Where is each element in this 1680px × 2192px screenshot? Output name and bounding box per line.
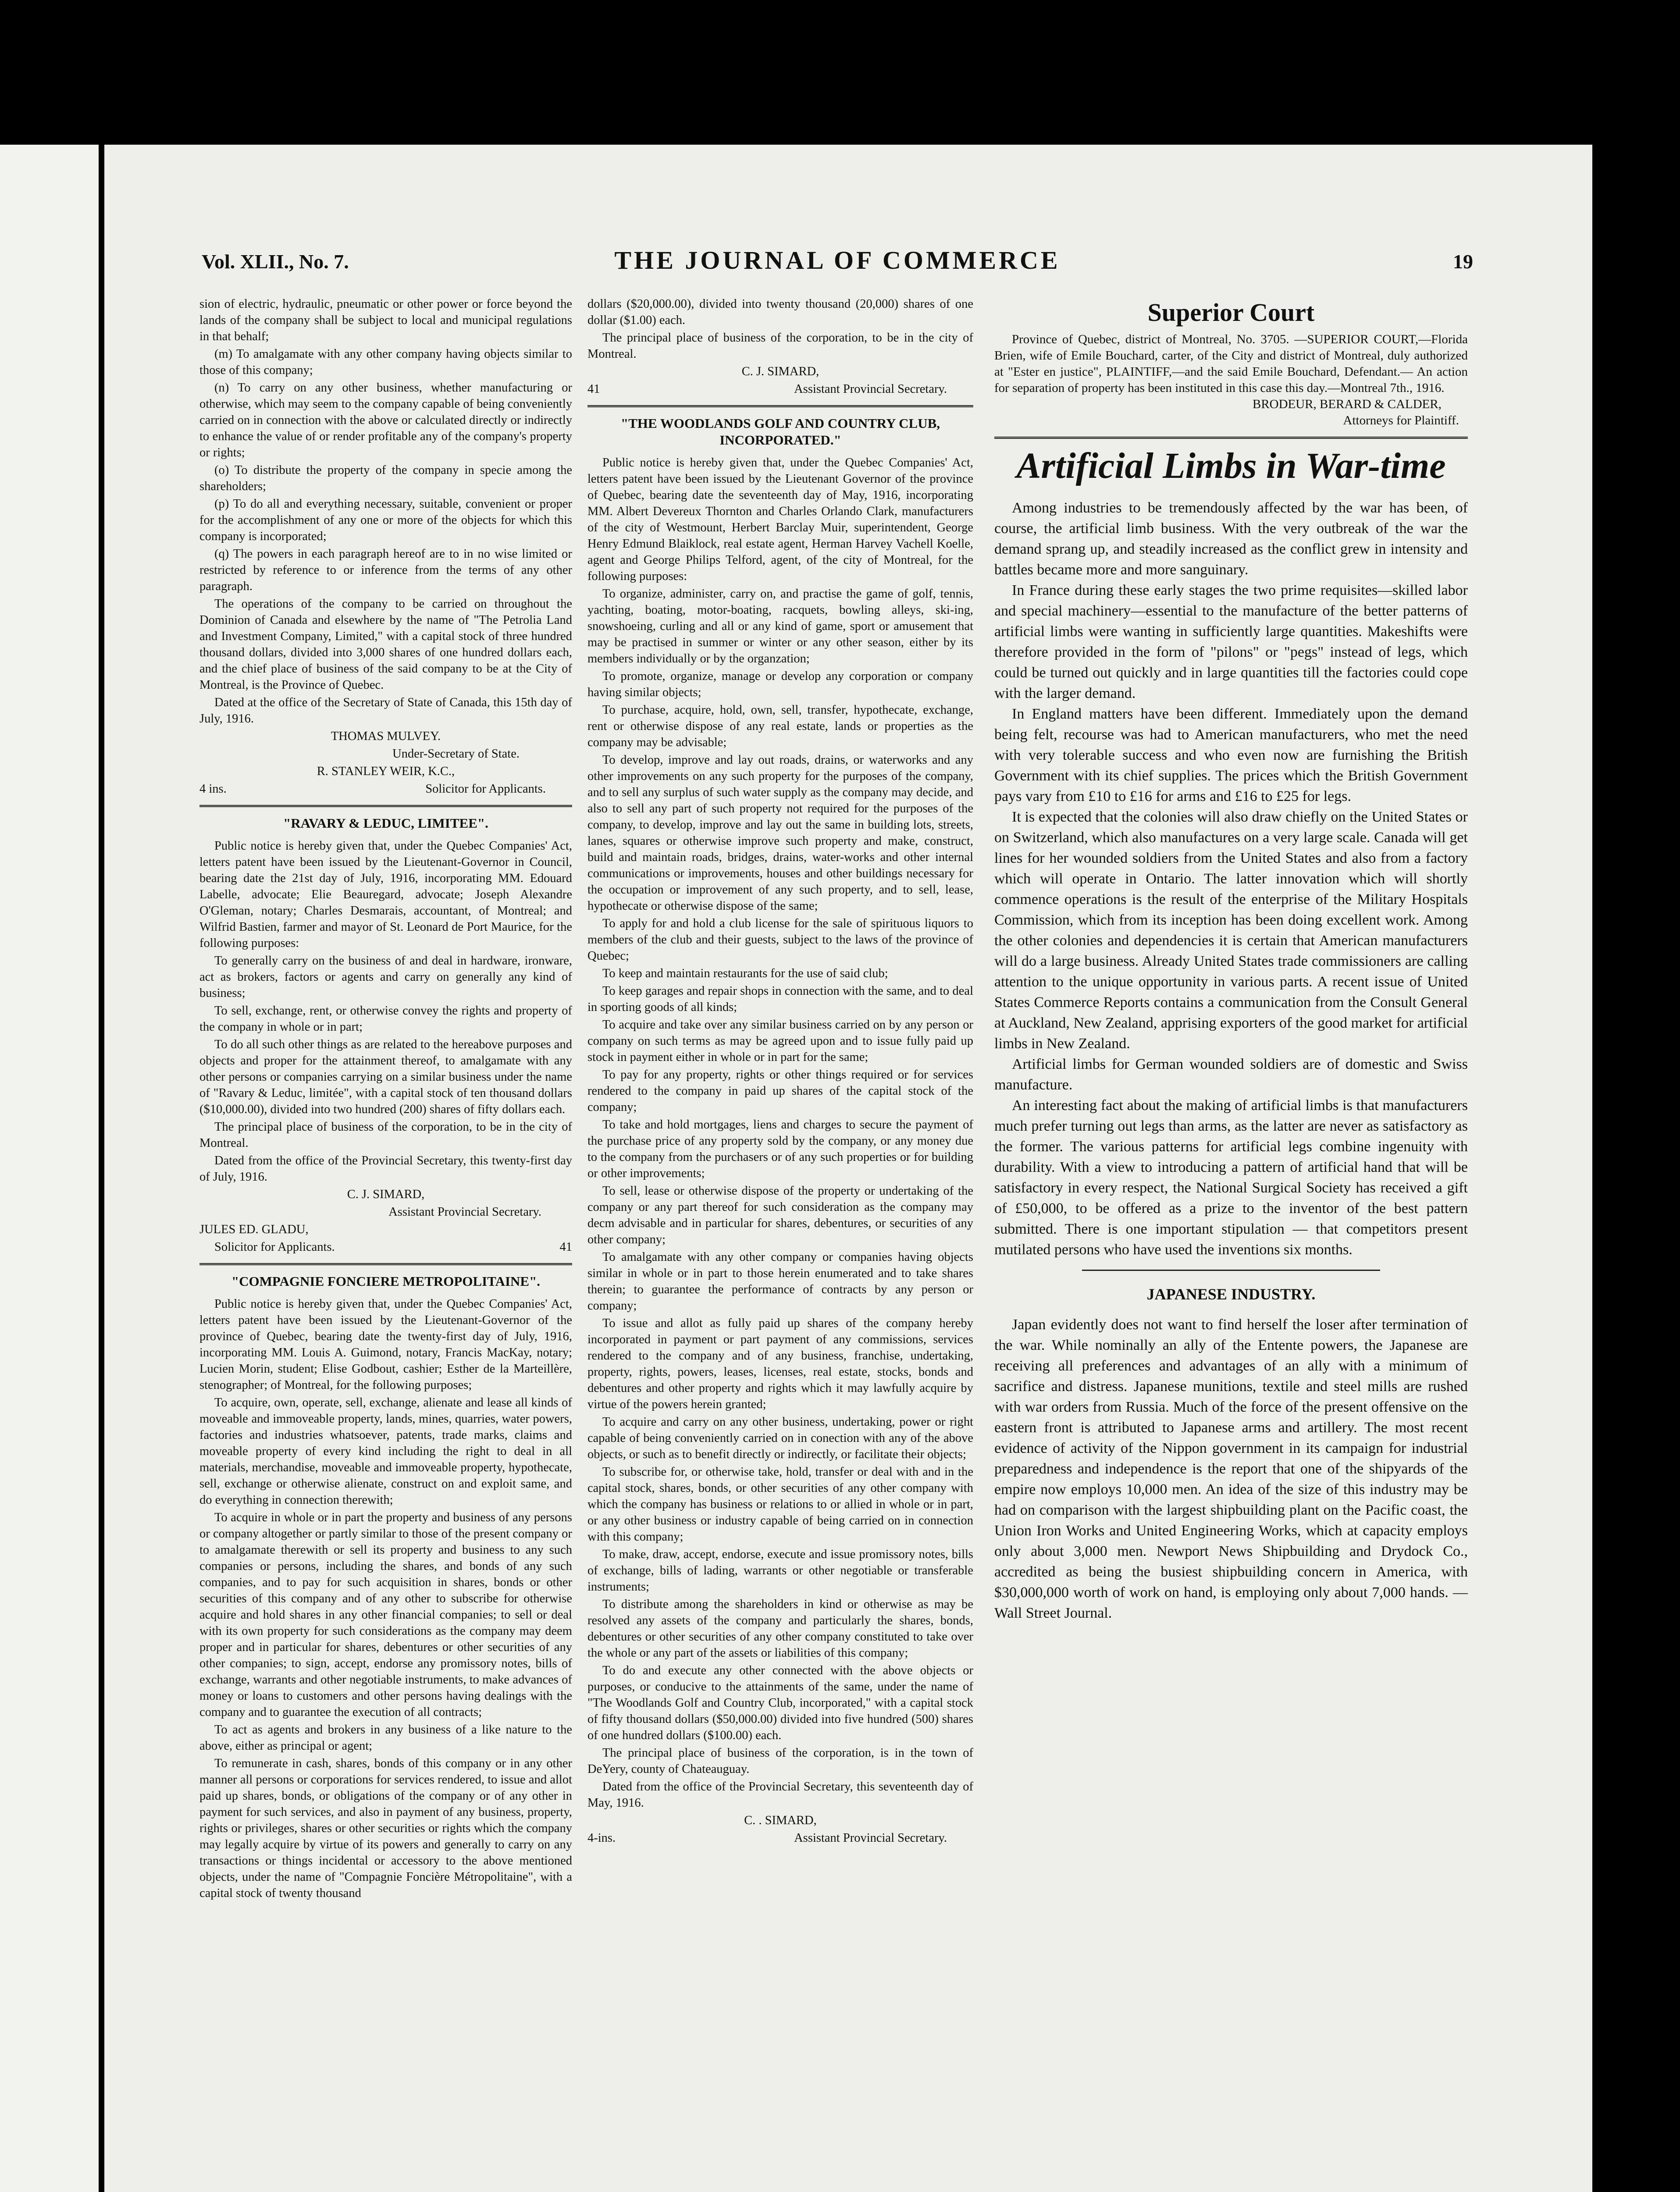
paragraph: To acquire and take over any similar business carried on by any person or company on such terms as may be agreed upon and to issue fully paid up stock in payment either in whole or in part for the same; (587, 1018, 973, 1064)
column-3 (994, 296, 1468, 1623)
paragraph: Public notice is hereby given that, under the Quebec Companies' Act, letters patent have been issued by the Lieutenant Governor of the province of Quebec, bearing date the seventeenth day of May, 1916, incorporating MM. Albert Devereux Thornton and Charles Orlando Clark, manufacturers of the city of Westmount, Herbert Barclay Muir, superintendent, George Henry Edmund Blaiklock, real estate agent, Herman Harvey Vachell Koelle, agent and George Philips Telford, agent, of the city of Montreal, for the following purposes: (587, 456, 973, 583)
paragraph: Among industries to be tremendously affected by the war has been, of course, the artificial limb business. With the very outbreak of the war the demand sprang up, and steadily increased as the conflict grew in intensity and battles became more and more sanguinary. (994, 500, 1468, 578)
paragraph: To organize, administer, carry on, and practise the game of golf, tennis, yachting, boating, motor-boating, racquets, bowling alleys, ski-ing, snowshoeing, curling and all or any kind of game, sport or amusement that may be practised in summer or winter or any other season, either by its members individually or by the organzation; (587, 587, 973, 665)
solicitor-name: JULES ED. GLADU, (199, 1223, 309, 1236)
paragraph: To issue and allot as fully paid up shares of the company hereby incorporated in payment or part payment of any commissions, services rendered to the company and of any business, franchise, undertaking, property, rights, powers, leases, licenses, real estate, stocks, bonds and debentures and other property and rights which it may lawfully acquire by virtue of the powers herein granted; (587, 1317, 973, 1411)
paragraph: To purchase, acquire, hold, own, sell, transfer, hypothecate, exchange, rent or otherwise dispose of any real estate, lands or properties as the company may be advisable; (587, 703, 973, 749)
signature: R. STANLEY WEIR, K.C., (317, 765, 455, 778)
notice-title: "RAVARY & LEDUC, LIMITEE". (283, 815, 488, 831)
signature-title: Assistant Provincial Secretary. (794, 1831, 947, 1845)
volume-label: Vol. XLII., No. 7. (202, 250, 349, 273)
paragraph: To subscribe for, or otherwise take, hold, transfer or deal with and in the capital stock, shares, bonds, or other securities of any other company with which the company has business or relations to or allied in whole or in part, or any other business or industry capable of being carried on in connection with this company; (587, 1465, 973, 1544)
insertion-count: 4-ins. (587, 1831, 616, 1845)
paragraph: Public notice is hereby given that, under the Quebec Companies' Act, letters patent have been issued by the Lieutenant-Governor of the province of Quebec, bearing date the twenty-first day of July, 1916, incorporating MM. Louis A. Guimond, notary, Francis MacKay, notary; Lucien Morin, student; Elise Godbout, cashier; Esther de la Marteillère, stenographer; of Montreal, for the following purposes; (199, 1297, 572, 1392)
paragraph: Artificial limbs for German wounded soldiers are of domestic and Swiss manufacture. (994, 1056, 1468, 1093)
signature-title: Assistant Provincial Secretary. (388, 1205, 541, 1219)
previous-page-edge (0, 145, 99, 2192)
signature-title: Attorneys for Plaintiff. (1343, 413, 1459, 427)
paragraph: The principal place of business of the corporation, is in the town of DeYery, county of Chateauguay. (587, 1746, 973, 1776)
page-header (202, 246, 1473, 285)
paragraph: Dated from the office of the Provincial Secretary, this twenty-first day of July, 1916. (199, 1154, 572, 1184)
divider (587, 405, 973, 407)
paragraph: To take and hold mortgages, liens and charges to secure the payment of the purchase price of any property sold by the company, or any money due to the company from the purchasers or of any such properties or for building or other improvements; (587, 1118, 973, 1180)
divider (199, 1263, 572, 1265)
article-headline: JAPANESE INDUSTRY. (1146, 1285, 1316, 1303)
paragraph: To acquire and carry on any other business, undertaking, power or right capable of being conveniently carried on in conection with any of the above objects, or such as to benefit directly or indirectly, or facilitate their objects; (587, 1415, 973, 1461)
paragraph: dollars ($20,000.00), divided into twenty thousand (20,000) shares of one dollar ($1.00) each. (587, 297, 973, 327)
paragraph: (q) The powers in each paragraph hereof are to in no wise limited or restricted by reference to or inference from the terms of any other paragraph. (199, 547, 572, 593)
signature: THOMAS MULVEY. (331, 729, 441, 743)
notice-title: "COMPAGNIE FONCIERE METROPOLITAINE". (231, 1274, 541, 1289)
signature: BRODEUR, BERARD & CALDER, (1252, 397, 1442, 411)
paragraph: To sell, lease or otherwise dispose of the property or undertaking of the company or any part thereof for such consideration as the company may decm advisable and in particular for shares, debentures, or securities of any other company; (587, 1184, 973, 1246)
paragraph: In France during these early stages the two prime requisites—skilled labor and special machinery—essential to the manufacture of the better patterns of artificial limbs were wanting in sufficiently large quantities. Makeshifts were therefore provided in the form of "pilons" or "pegs" instead of legs, which could be turned out quickly and in large quantities till the factories could cope with the larger demand. (994, 582, 1468, 701)
signature: C. J. SIMARD, (741, 365, 819, 378)
paragraph: sion of electric, hydraulic, pneumatic or other power or force beyond the lands of the company shall be subject to local and municipal regulations in that behalf; (199, 297, 572, 343)
page-number: 19 (1453, 250, 1473, 273)
paragraph: To do all such other things as are related to the hereabove purposes and objects and proper for the attainment thereof, to amalgamate with any other persons or companies carrying on a similar business under the name of "Ravary & Leduc, limitée", with a capital stock of ten thousand dollars ($10,000.00), divided into two hundred (200) shares of fifty dollars each. (199, 1038, 572, 1116)
paragraph: It is expected that the colonies will also draw chiefly on the United States or on Switzerland, which also manufactures on a very large scale. Canada will get lines for her wounded soldiers from the United States and also from a factory which will operate in Ontario. The latter innovation which will shortly commence operations is the result of the enterprise of the Military Hospitals Commission, which from its inception has been doing excellent work. Among the other colonies and dependencies it is certain that American manufacturers will do a large business. Already United States trade commissioners are calling attention to the unique opportunity in various parts. A recent issue of United States Commerce Reports contains a communication from the Consult General at Auckland, New Zealand, apprising exporters of the good market for artificial limbs in New Zealand. (994, 809, 1468, 1052)
section-heading: Superior Court (1147, 298, 1315, 327)
article-headline: Artificial Limbs in War-time (1016, 445, 1446, 486)
signature: C. J. SIMARD, (347, 1188, 425, 1201)
paragraph: In England matters have been different. Immediately upon the demand being felt, recourse was had to American manufacturers, who met the need with very tolerable success and who even now are furnishing the British Government with its chief supplies. The prices which the British Government pays vary from £10 to £16 for arms and £16 to £25 for legs. (994, 706, 1468, 804)
paragraph: To keep garages and repair shops in connection with the same, and to deal in sporting goods of all kinds; (587, 984, 973, 1014)
paragraph: To remunerate in cash, shares, bonds of this company or in any other manner all persons or corporations for services rendered, to issue and allot paid up shares, bonds, or obligations of the company or of any other in payment for such services, and also in payment of any business, property, rights or privileges, shares or other securities or rights which the company may legally acquire by virtue of its powers and generally to carry on any transactions or things incidental or accessory to the above mentioned objects, under the name of "Compagnie Foncière Métropolitaine", with a capital stock of twenty thousand (199, 1757, 572, 1900)
signature-title: Solicitor for Applicants. (425, 782, 546, 796)
paragraph: (n) To carry on any other business, whether manufacturing or otherwise, which may seem to the company capable of being conveniently carried on in connection with the above or calculated directly or indirectly to enhance the value of or render profitable any of the company's property or rights; (199, 381, 572, 459)
signature-row (199, 781, 572, 797)
paragraph: Public notice is hereby given that, under the Quebec Companies' Act, letters patent have been issued by the Lieutenant-Governor in Council, bearing date the 21st day of July, 1916, incorporating MM. Edouard Labelle, advocate; Elie Beauregard, advocate; Joseph Alexandre O'Gleman, notary; Charles Desmarais, accountant, of Montreal; and Wilfrid Bastien, farmer and mayor of St. Leonard de Port Maurice, for the following purposes: (199, 839, 572, 950)
paragraph: To acquire, own, operate, sell, exchange, alienate and lease all kinds of moveable and immoveable property, lands, mines, quarries, water powers, factories and industries whatsoever, patents, trade marks, claims and moveable property of every kind including the right to deal in all materials, merchandise, moveable and immoveable property, hypothecate, sell, exchange or otherwise alienate, construct on and exploit same, and do everything in connection therewith; (199, 1396, 572, 1507)
signature: C. . SIMARD, (744, 1814, 817, 1827)
signature-title: Assistant Provincial Secretary. (794, 382, 947, 396)
paragraph: The principal place of business of the corporation, to be in the city of Montreal. (199, 1120, 572, 1150)
paragraph: To keep and maintain restaurants for the use of said club; (602, 967, 888, 980)
notice-title: "THE WOODLANDS GOLF AND COUNTRY CLUB, INCORPORATED." (620, 416, 940, 448)
paragraph: The principal place of business of the corporation, to be in the city of Montreal. (587, 331, 973, 361)
paragraph: To amalgamate with any other company or companies having objects similar in whole or in part to those herein enumerated and to take shares therein; to guarantee the performance of contracts by any person or company; (587, 1250, 973, 1313)
insertion-count: 4 ins. (199, 782, 227, 796)
court-notice: Province of Quebec, district of Montreal, No. 3705. —SUPERIOR COURT,—Florida Brien, wife of Emile Bouchard, carter, of the City and district of Montreal, duly authorized at "Ester en justice", PLAINTIFF,—and the said Emile Bouchard, Defendant.— An action for separation of property has been instituted in this case this day.—Montreal 7th., 1916. (994, 332, 1468, 395)
paragraph: To promote, organize, manage or develop any corporation or company having similar objects; (587, 669, 973, 699)
paragraph: To develop, improve and lay out roads, drains, or waterworks and any other improvements on any such property for the purposes of the company, and to sell any surplus of such water supply as the company may decide, and also to sell any part of such property not required for the purposes of the company, to develop, improve and lay out the same in building lots, streets, lanes, squares or otherwise improve such property and make, construct, build and maintain roads, bridges, drains, water-works and other internal communications or improvements, houses and other buildings necessary for the occupation or improvement of any such property, and to sell, lease, hypothecate or otherwise dispose of the same; (587, 753, 973, 913)
paragraph: To distribute among the shareholders in kind or otherwise as may be resolved any assets of the company and particularly the shares, bonds, debentures or other securities of any other company constituted to take over the whole or any part of the assets or liabilities of this company; (587, 1598, 973, 1660)
paragraph: Dated at the office of the Secretary of State of Canada, this 15th day of July, 1916. (199, 696, 572, 726)
paragraph: (m) To amalgamate with any other company having objects similar to those of this company; (199, 347, 572, 377)
column-2 (587, 296, 973, 1846)
insertion-count: 41 (559, 1240, 572, 1254)
signature-title: Under-Secretary of State. (392, 747, 520, 761)
paragraph: To acquire in whole or in part the property and business of any persons or company altogether or partly similar to those of the present company or to amalgamate therewith or sell its property and business to any such companies or persons, including the shares, and bonds of any such companies, and to pay for such acquisition in shares, bonds or other securities of this company and of any other to subscribe for otherwise acquire and hold shares in any other financial companies; to sell or deal with its own property for such considerations as the company may deem proper and in particular for shares, debentures or other securities of any other companies; to sign, accept, endorse any promissory notes, bills of exchange, warrants and other negotiable instruments, to make advances of money or loans to customers and other persons having dealings with the company and to guarantee the execution of all contracts; (199, 1511, 572, 1719)
insertion-count: 41 (587, 382, 600, 396)
paragraph: To do and execute any other connected with the above objects or purposes, or conducive to the attainments of the same, under the name of "The Woodlands Golf and Country Club, incorporated," with a capital stock of fifty thousand dollars ($50,000.00) divided into five hundred (500) shares of one hundred dollars ($100.00) each. (587, 1664, 973, 1742)
paragraph: To generally carry on the business of and deal in hardware, ironware, act as brokers, factors or agents and carry on generally any kind of business; (199, 954, 572, 1000)
column-1 (199, 296, 572, 1903)
signature-title: Solicitor for Applicants. (214, 1240, 335, 1254)
journal-title: THE JOURNAL OF COMMERCE (614, 246, 1061, 274)
paragraph: To sell, exchange, rent, or otherwise convey the rights and property of the company in whole or in part; (199, 1004, 572, 1034)
signature-row (199, 1239, 572, 1255)
divider (199, 805, 572, 807)
divider (1082, 1270, 1380, 1271)
paragraph: To pay for any property, rights or other things required or for services rendered to the company in paid up shares of the capital stock of the company; (587, 1068, 973, 1114)
signature-row (587, 1830, 973, 1846)
paragraph: An interesting fact about the making of artificial limbs is that manufacturers much prefer turning out legs than arms, as the latter are never as satisfactory as the former. The various patterns for artificial legs combine ingenuity with durability. With a view to introducing a pattern of artificial hand that will be satisfactory in every respect, the National Surgical Society has received a gift of £50,000, to be offered as a prize to the inventor of the best pattern submitted. There is one important stipulation — that competitors present mutilated persons who have used the inventions six months. (994, 1097, 1468, 1258)
paragraph: To apply for and hold a club license for the sale of spirituous liquors to members of the club and their guests, subject to the laws of the province of Quebec; (587, 917, 973, 963)
paragraph: (p) To do all and everything necessary, suitable, convenient or proper for the accomplishment of any one or more of the objects for which this company is incorporated; (199, 497, 572, 543)
paragraph: To make, draw, accept, endorse, execute and issue promissory notes, bills of exchange, bills of lading, warrants or other negotiable or transferable instruments; (587, 1548, 973, 1594)
signature-row (587, 381, 973, 397)
paragraph: Japan evidently does not want to find herself the loser after termination of the war. While nominally an ally of the Entente powers, the Japanese are receiving all preferences and advantages of an ally with a minimum of sacrifice and distress. Japanese munitions, textile and steel mills are rushed with war orders from Russia. Much of the force of the present offensive on the eastern front is attributed to Japanese arms and artillery. The most recent evidence of activity of the Nippon government in its campaign for industrial preparedness and independence is the report that one of the shipyards of the empire now employs 10,000 men. An idea of the size of this industry may be had on comparison with the largest shipbuilding plant on the Pacific coast, the Union Iron Works and United Engineering Works, which at capacity employs only about 3,000 men. Newport News Shipbuilding and Drydock Co., accredited as being the busiest shipbuilding concern in America, with $30,000,000 worth of work on hand, is employing only about 7,000 hands. —Wall Street Journal. (994, 1317, 1468, 1621)
paragraph: To act as agents and brokers in any business of a like nature to the above, either as principal or agent; (199, 1723, 572, 1753)
divider (994, 437, 1468, 439)
paragraph: (o) To distribute the property of the company in specie among the shareholders; (199, 463, 572, 493)
paragraph: Dated from the office of the Provincial Secretary, this seventeenth day of May, 1916. (587, 1780, 973, 1810)
paragraph: The operations of the company to be carried on throughout the Dominion of Canada and elsewhere by the name of "The Petrolia Land and Investment Company, Limited," with a capital stock of three hundred thousand dollars, divided into 3,000 shares of one hundred dollars each, and the chief place of business of the said company to be at the City of Montreal, is the Province of Quebec. (199, 597, 572, 692)
